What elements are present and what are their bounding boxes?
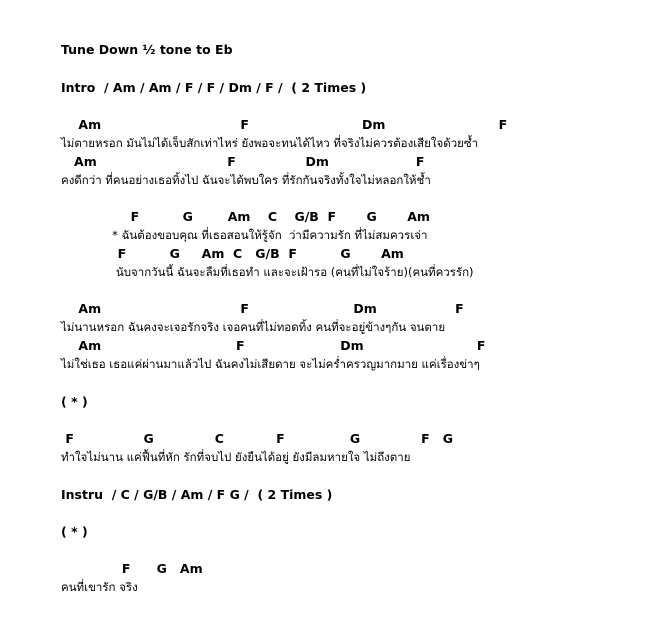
verse1-lyrics-1: ไม่ตายหรอก มันไม่ได้เจ็บสักเท่าไหร่ ยังพอจะทนได้ไหว ที่จริงไม่ควรต้องเสียใจด้วยซ้ำ [61,136,479,150]
ending-lyrics-1: คนที่เขารัก จริง [61,580,138,594]
instru-line: Instru / C / G/B / Am / F G / ( 2 Times ) [61,487,333,502]
verse1-chords-1: Am F Dm F [61,117,508,132]
chorus-ref-1: ( * ) [61,394,88,409]
chorus-lyrics-2: นับจากวันนี้ ฉันจะลืมที่เธอทำ และจะเฝ้ารอ (คนที่ไม่ใจร้าย)(คนที่ควรรัก) [61,265,474,279]
verse2-lyrics-2: ไม่ใช่เธอ เธอแค่ผ่านมาแล้วไป ฉันคงไม่เสียดาย จะไม่คร่ำครวญมากมาย แค่เรื่องข่าๆ [61,357,480,371]
verse1-chords-2: Am F Dm F [61,154,425,169]
ending-chords-1: F G Am [61,561,203,576]
chorus-lyrics-1: * ฉันต้องขอบคุณ ที่เธอสอนให้รู้จัก ว่ามีความรัก ที่ไม่สมควรเจ่า [61,228,428,242]
verse2-chords-2: Am F Dm F [61,338,486,353]
chorus-chords-2: F G Am C G/B F G Am [61,246,404,261]
bridge-lyrics-1: ทำใจไม่นาน แค่ฟื้นที่หัก รักที่จบไป ยังยืนได้อยู่ ยังมีลมหายใจ ไม่ถึงตาย [61,450,411,464]
chorus-ref-2: ( * ) [61,524,88,539]
verse1-lyrics-2: คงดีกว่า ที่คนอย่างเธอทิ้งไป ฉันจะได้พบใคร ที่รักกันจริงทั้งใจไม่หลอกให้ช้ำ [61,173,431,187]
verse2-chords-1: Am F Dm F [61,301,464,316]
chorus-chords-1: F G Am C G/B F G Am [61,209,430,224]
tuning-line: Tune Down ½ tone to Eb [61,42,233,57]
verse2-lyrics-1: ไม่นานหรอก ฉันคงจะเจอรักจริง เจอคนที่ไม่ทอดทิ้ง คนที่จะอยู่ข้างๆกัน จนตาย [61,320,446,334]
intro-line: Intro / Am / Am / F / F / Dm / F / ( 2 Times ) [61,80,367,95]
bridge-chords-1: F G C F G F G [61,431,453,446]
